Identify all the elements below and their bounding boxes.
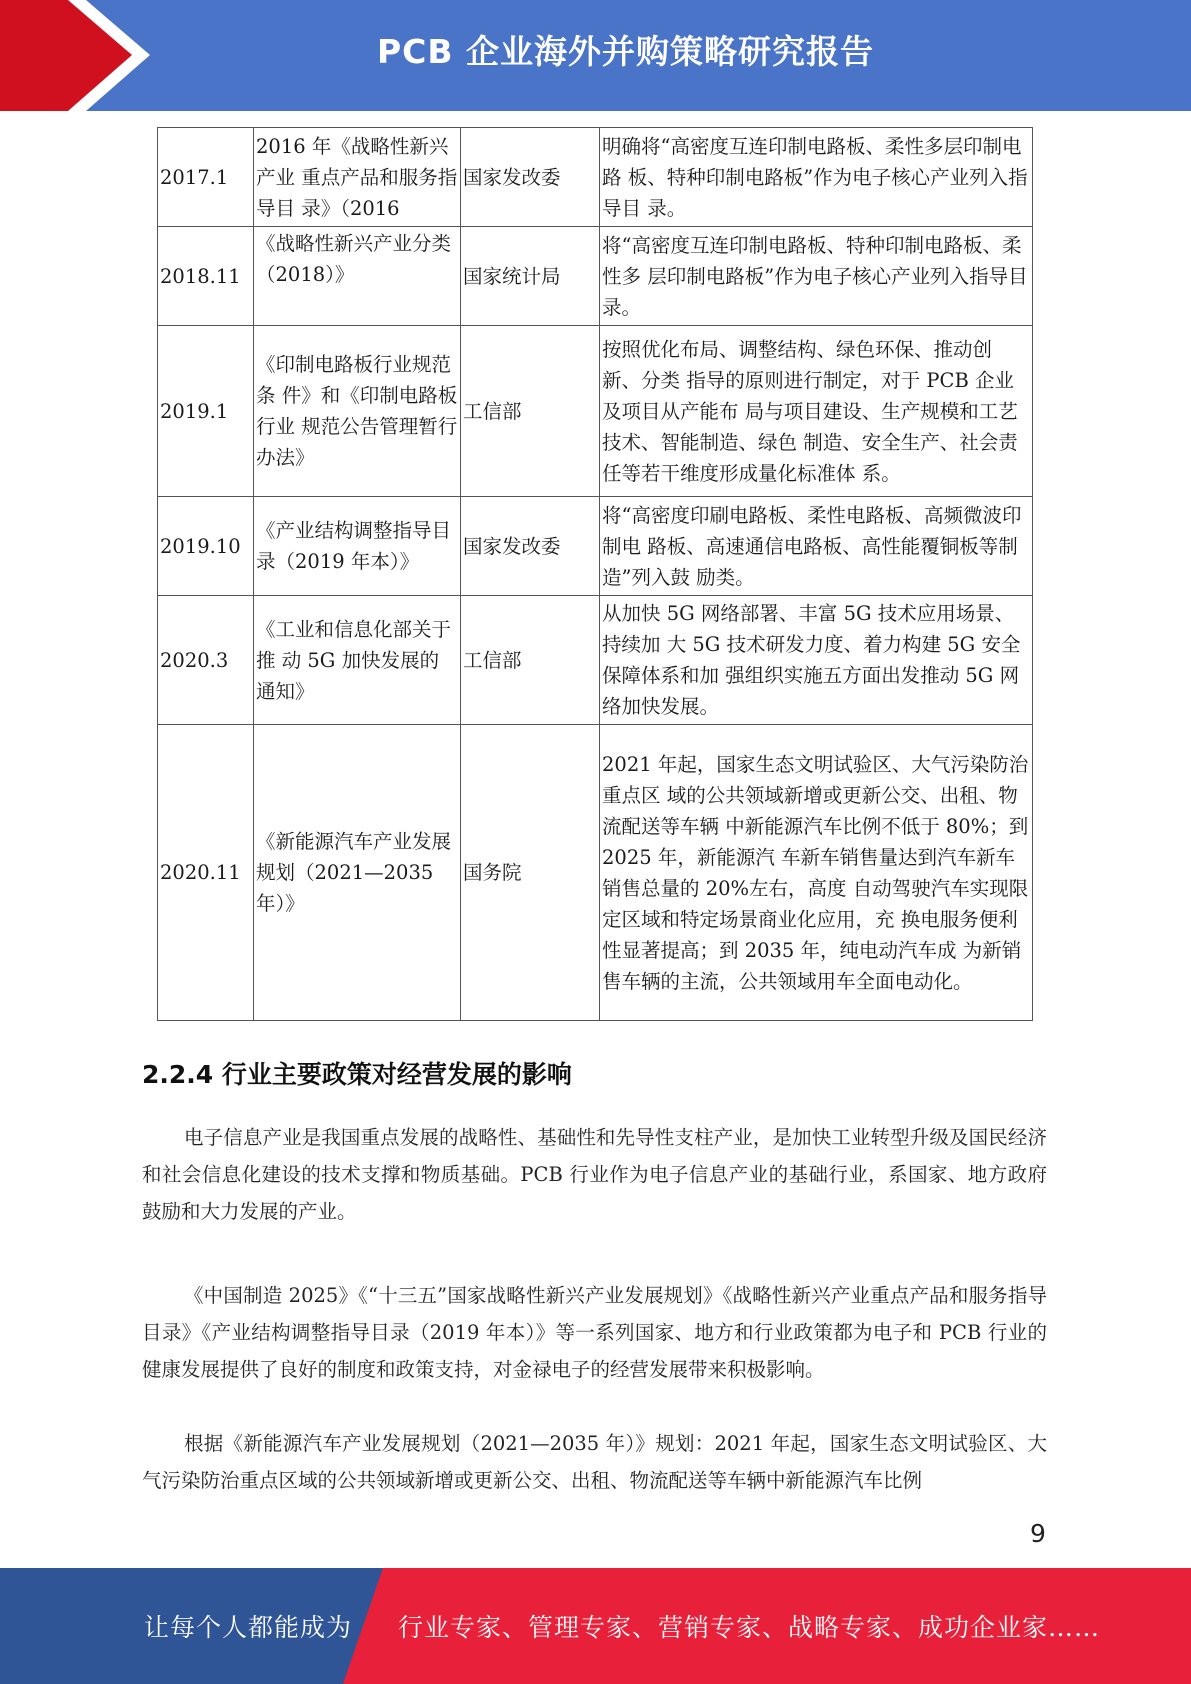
table-row bbox=[158, 497, 1033, 596]
body-paragraph: 电子信息产业是我国重点发展的战略性、基础性和先导性支柱产业，是加快工业转型升级及国民经济和社会信息化建设的技术支撑和物质基础。PCB 行业作为电子信息产业的基础行业，系国家、地方政府鼓励和大力发展的产业。 bbox=[142, 1126, 1047, 1223]
department-cell: 国家发改委 bbox=[461, 497, 600, 596]
document-cell: 《新能源汽车产业发展规划（2021—2035 年）》 bbox=[254, 725, 461, 1021]
body-paragraph: 根据《新能源汽车产业发展规划（2021—2035 年）》规划：2021 年起，国家生态文明试验区、大气污染防治重点区域的公共领域新增或更新公交、出租、物流配送等车辆中新能源汽车比例 bbox=[142, 1432, 1047, 1492]
table-row bbox=[158, 596, 1033, 725]
department-cell: 工信部 bbox=[461, 326, 600, 497]
date-cell: 2020.3 bbox=[158, 596, 254, 725]
date-cell: 2019.1 bbox=[158, 326, 254, 497]
description-cell: 2021 年起，国家生态文明试验区、大气污染防治重点区 域的公共领域新增或更新公交、出租、物流配送等车辆 中新能源汽车比例不低于 80%；到 2025 年，新能源汽 车新车销售量达到汽车新车销售总量的 20%左右，高度 自动驾驶汽车实现限定区域和特定场景商业化应用，充 换电服务便利性显著提高；到 2035 年，纯电动汽车成 为新销售车辆的主流，公共领域用车全面电动化。 bbox=[600, 725, 1033, 1021]
description-cell: 按照优化布局、调整结构、绿色环保、推动创新、分类 指导的原则进行制定，对于 PCB 企业及项目从产能布 局与项目建设、生产规模和工艺技术、智能制造、绿色 制造、安全生产、社会责任等若干维度形成量化标准体 系。 bbox=[600, 326, 1033, 497]
department-cell: 工信部 bbox=[461, 596, 600, 725]
document-cell: 2016 年《战略性新兴产业 重点产品和服务指导目 录》（2016 bbox=[254, 128, 461, 227]
table-row bbox=[158, 227, 1033, 326]
page-number: 9 bbox=[1030, 1519, 1046, 1548]
table-row bbox=[158, 326, 1033, 497]
description-cell: 从加快 5G 网络部署、丰富 5G 技术应用场景、持续加 大 5G 技术研发力度、着力构建 5G 安全保障体系和加 强组织实施五方面出发推动 5G 网络加快发展。 bbox=[600, 596, 1033, 725]
footer-slogan-right: 行业专家、管理专家、营销专家、战略专家、成功企业家…… bbox=[398, 1613, 1101, 1642]
table-row bbox=[158, 128, 1033, 227]
date-cell: 2018.11 bbox=[158, 227, 254, 326]
page-footer bbox=[0, 1568, 1191, 1684]
report-title: PCB 企业海外并购策略研究报告 bbox=[376, 32, 875, 71]
document-cell: 《产业结构调整指导目录（2019 年本）》 bbox=[254, 497, 461, 596]
section-heading: 2.2.4 行业主要政策对经营发展的影响 bbox=[142, 1060, 572, 1089]
department-cell: 国务院 bbox=[461, 725, 600, 1021]
department-cell: 国家统计局 bbox=[461, 227, 600, 326]
description-cell: 将“高密度印刷电路板、柔性电路板、高频微波印制电 路板、高速通信电路板、高性能覆铜板等制造”列入鼓 励类。 bbox=[600, 497, 1033, 596]
table-row bbox=[158, 725, 1033, 1021]
department-cell: 国家发改委 bbox=[461, 128, 600, 227]
policy-table bbox=[157, 127, 1033, 1021]
date-cell: 2017.1 bbox=[158, 128, 254, 227]
footer-slogan-left: 让每个人都能成为 bbox=[144, 1613, 353, 1642]
description-cell: 明确将“高密度互连印制电路板、柔性多层印制电路 板、特种印制电路板”作为电子核心产业列入指导目 录。 bbox=[600, 128, 1033, 227]
page-header bbox=[0, 0, 1191, 111]
document-cell: 《战略性新兴产业分类（2018）》 bbox=[254, 227, 461, 326]
document-cell: 《工业和信息化部关于推 动 5G 加快发展的通知》 bbox=[254, 596, 461, 725]
body-paragraph: 《中国制造 2025》《“十三五”国家战略性新兴产业发展规划》《战略性新兴产业重点产品和服务指导目录》《产业结构调整指导目录（2019 年本）》等一系列国家、地方和行业政策都为电子和 PCB 行业的健康发展提供了良好的制度和政策支持，对金禄电子的经营发展带来积极影响。 bbox=[142, 1284, 1047, 1381]
date-cell: 2019.10 bbox=[158, 497, 254, 596]
date-cell: 2020.11 bbox=[158, 725, 254, 1021]
document-cell: 《印制电路板行业规范条 件》和《印制电路板行业 规范公告管理暂行办法》 bbox=[254, 326, 461, 497]
description-cell: 将“高密度互连印制电路板、特种印制电路板、柔性多 层印制电路板”作为电子核心产业列入指导目录。 bbox=[600, 227, 1033, 326]
